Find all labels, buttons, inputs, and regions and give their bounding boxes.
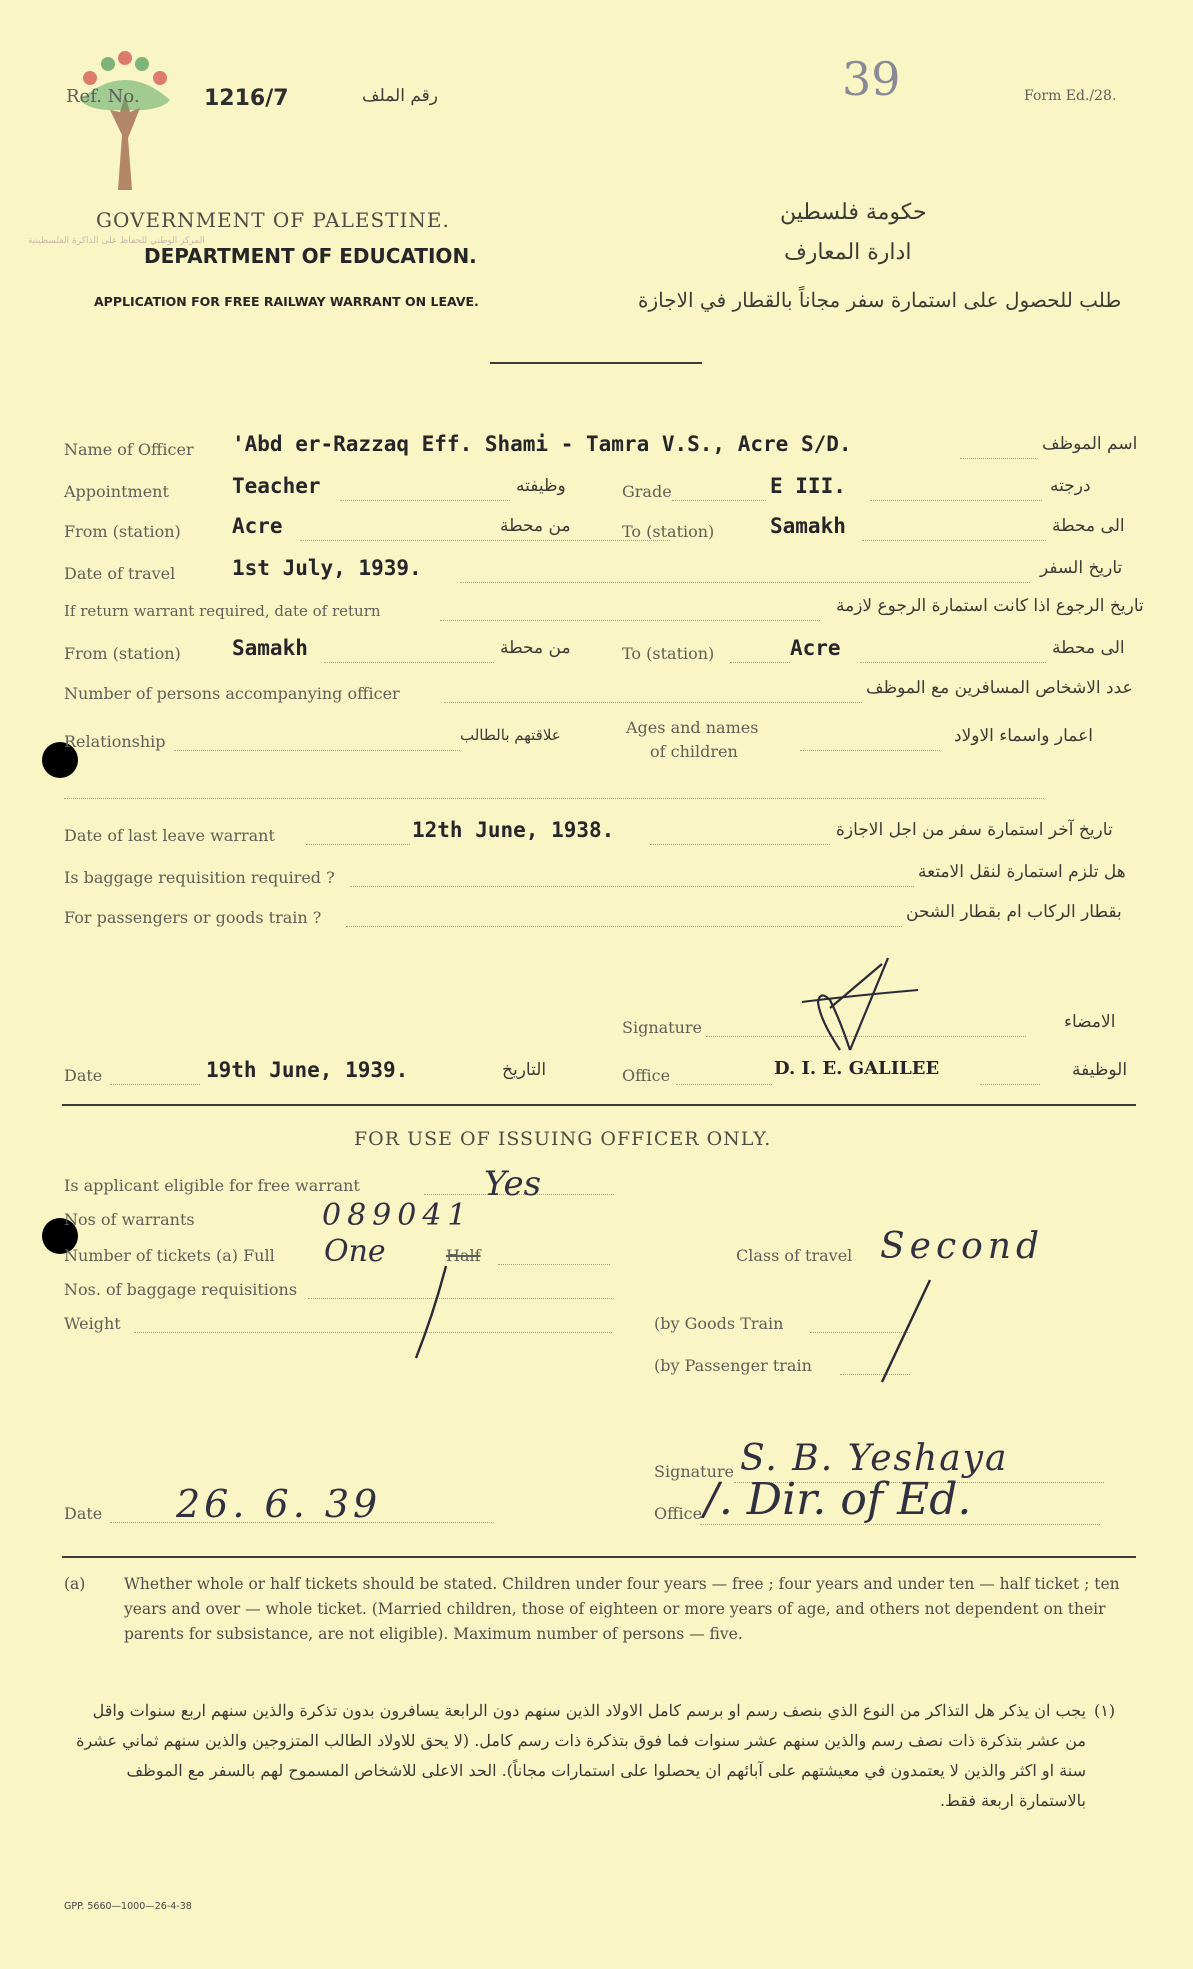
to-station-label: To (station) [622, 522, 715, 541]
passenger-train-label: (by Passenger train [654, 1356, 812, 1375]
eligible-value: Yes [484, 1164, 542, 1204]
baggage-label: Is baggage requisition required ? [64, 868, 335, 887]
signature-label: Signature [622, 1018, 703, 1037]
print-code: GPP. 5660—1000—26-4-38 [64, 1901, 192, 1912]
last-leave-label: Date of last leave warrant [64, 826, 275, 845]
train-label: For passengers or goods train ? [64, 908, 322, 927]
children-label-2: of children [650, 742, 738, 761]
application-date-label: Date [64, 1066, 103, 1085]
issuing-office-label: Office [654, 1504, 703, 1523]
note-text-ar: يجب ان يذكر هل التذاكر من النوع الذي بنصف رسم او برسم كامل الاولاد الذين سنهم دون الرابعة يسافرون بدون تذكرة والذين سنهم اربع سنوات واقل من عشر بتذكرة ذات نصف رسم والذين سنهم عشر سنوات فما فوق بتذكرة ذات رسم كامل. (لا يحق للاولاد الطالب المتزوجين والذين سنهم ثماني عشرة سنة او اكثر والذين لا يعتمدون في معيشتهم على آبائهم ان يحصلوا على استمارات مجاناً). الحد الاعلى للاشخاص المسموح لهم بالسفر مع الموظف بالاستمارة اربعة فقط. [76, 1701, 1086, 1810]
name-value: 'Abd er-Razzaq Eff. Shami - Tamra V.S., Acre S/D. [232, 432, 852, 456]
appointment-value: Teacher [232, 474, 321, 498]
signature-label-ar: الامضاء [1064, 1012, 1116, 1032]
baggage-label-ar: هل تلزم استمارة لنقل الامتعة [918, 862, 1126, 882]
tree-icon [80, 51, 170, 190]
issuing-date-label: Date [64, 1504, 103, 1523]
return-to-label-ar: الى محطة [1052, 638, 1125, 658]
page-number: 39 [842, 52, 901, 106]
return-date-label-ar: تاريخ الرجوع اذا كانت استمارة الرجوع لازمة [836, 596, 1144, 616]
issuing-office-value: /. Dir. of Ed. [704, 1474, 972, 1525]
form-code: Form Ed./28. [1024, 88, 1117, 104]
office-label: Office [622, 1066, 671, 1085]
issuing-signature-label: Signature [654, 1462, 735, 1481]
appointment-label-ar: وظيفته [516, 476, 566, 496]
application-date-value: 19th June, 1939. [206, 1058, 409, 1082]
section-divider [62, 1104, 1136, 1106]
ref-label-ar: رقم الملف [362, 86, 439, 106]
ref-number: 1216/7 [204, 86, 289, 111]
tickets-full-value: One [324, 1234, 386, 1269]
date-travel-label-ar: تاريخ السفر [1040, 558, 1123, 578]
return-to-label: To (station) [622, 644, 715, 663]
to-station-label-ar: الى محطة [1052, 516, 1125, 536]
date-travel-value: 1st July, 1939. [232, 556, 422, 580]
department-title: DEPARTMENT OF EDUCATION. [144, 244, 477, 268]
government-title: GOVERNMENT OF PALESTINE. [96, 208, 450, 232]
last-leave-label-ar: تاريخ آخر استمارة سفر من اجل الاجازة [836, 820, 1113, 840]
goods-train-label: (by Goods Train [654, 1314, 784, 1333]
class-value: Second [880, 1226, 1045, 1267]
warrant-nos-value: 089041 [322, 1198, 473, 1233]
warrant-nos-label: Nos of warrants [64, 1210, 195, 1229]
form-title-ar: طلب للحصول على استمارة سفر مجاناً بالقطار في الاجازة [638, 288, 1122, 312]
half-label: Half [446, 1246, 481, 1265]
date-travel-label: Date of travel [64, 564, 176, 583]
train-label-ar: بقطار الركاب ام بقطار الشحن [906, 902, 1122, 922]
children-label-1: Ages and names [626, 718, 759, 737]
return-from-label-ar: من محطة [500, 638, 571, 658]
last-leave-value: 12th June, 1938. [412, 818, 615, 842]
ref-label: Ref. No. [66, 86, 140, 107]
children-label-ar: اعمار واسماء الاولاد [954, 726, 1093, 746]
return-from-value: Samakh [232, 636, 308, 660]
class-label: Class of travel [736, 1246, 853, 1265]
header-divider [490, 362, 702, 364]
form-title: APPLICATION FOR FREE RAILWAY WARRANT ON LEAVE. [94, 294, 479, 309]
applicant-signature [800, 950, 920, 1060]
issuing-heading: FOR USE OF ISSUING OFFICER ONLY. [354, 1128, 772, 1150]
grade-value: E III. [770, 474, 846, 498]
persons-label: Number of persons accompanying officer [64, 684, 400, 703]
government-title-ar: حكومة فلسطين [780, 200, 927, 225]
issuing-signature-value: S. B. Yeshaya [740, 1438, 1009, 1479]
grade-label: Grade [622, 482, 672, 501]
archive-logo [70, 50, 180, 190]
office-value: D. I. E. GALILEE [774, 1058, 940, 1079]
weight-label: Weight [64, 1314, 121, 1333]
return-from-label: From (station) [64, 644, 181, 663]
train-slash-mark [876, 1276, 936, 1386]
baggage-nos-label: Nos. of baggage requisitions [64, 1280, 298, 1299]
name-label-ar: اسم الموظف [1042, 434, 1138, 454]
notes-divider [62, 1556, 1136, 1558]
from-station-label: From (station) [64, 522, 181, 541]
relationship-label: Relationship [64, 732, 166, 751]
tickets-label: Number of tickets (a) Full [64, 1246, 275, 1265]
return-to-value: Acre [790, 636, 841, 660]
eligible-label: Is applicant eligible for free warrant [64, 1176, 360, 1195]
issuing-date-value: 26. 6. 39 [176, 1482, 382, 1526]
application-date-label-ar: التاريخ [502, 1060, 547, 1080]
name-label: Name of Officer [64, 440, 194, 459]
note-marker-ar: (١) [1094, 1701, 1116, 1720]
to-station-value: Samakh [770, 514, 846, 538]
watermark-caption: المركز الوطني للحفاظ على الذاكرة الفلسطينية [28, 236, 205, 246]
note-marker: (a) [64, 1575, 86, 1593]
weight-slash-mark [412, 1262, 452, 1362]
department-title-ar: ادارة المعارف [784, 240, 912, 265]
from-station-value: Acre [232, 514, 283, 538]
return-date-label: If return warrant required, date of return [64, 602, 381, 620]
note-text: Whether whole or half tickets should be stated. Children under four years — free ; four years and under ten — half ticket ; ten years and over — whole ticket. (Married children, those of eighteen or more years of age, and others not dependent on their parents for subsistance, are not eligible). Maximum number of persons — five. [124, 1575, 1120, 1643]
office-label-ar: الوظيفة [1072, 1060, 1128, 1080]
from-station-label-ar: من محطة [500, 516, 571, 536]
relationship-label-ar: علاقتهم بالطالب [460, 726, 561, 744]
appointment-label: Appointment [64, 482, 169, 501]
grade-label-ar: درجته [1050, 476, 1091, 496]
persons-label-ar: عدد الاشخاص المسافرين مع الموظف [866, 678, 1133, 698]
